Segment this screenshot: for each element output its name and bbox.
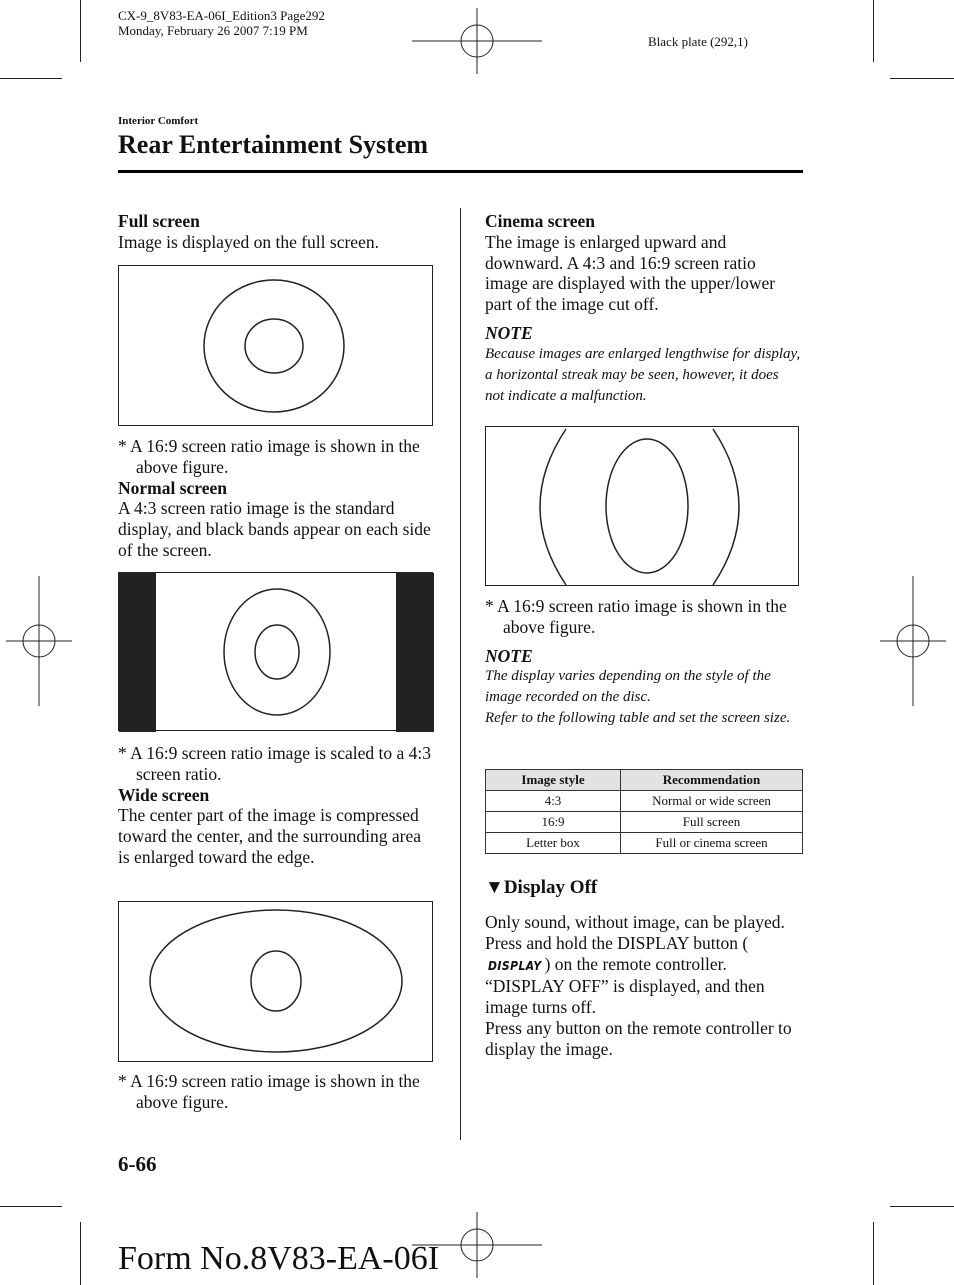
cinema-screen-heading: Cinema screen — [485, 211, 595, 231]
form-number: Form No.8V83-EA-06I — [118, 1240, 440, 1277]
display-off-p4: Press any button on the remote controller to display the image. — [485, 1017, 792, 1059]
note-text: Because images are enlarged lengthwise for display, a horizontal streak may be seen, however, it does not indicate a malfunction. — [485, 345, 801, 404]
recommendation-table — [485, 769, 803, 854]
table-header-cell: Recommendation — [621, 770, 803, 791]
registration-mark-top — [412, 8, 542, 74]
cinema-screen-figure — [485, 426, 799, 586]
normal-screen-footnote: * A 16:9 screen ratio image is scaled to a 4:3 screen ratio. — [118, 743, 431, 784]
table-row — [486, 791, 803, 812]
crop-mark — [873, 0, 874, 62]
registration-mark-left — [6, 576, 72, 706]
display-off-heading — [485, 877, 597, 899]
crop-mark — [80, 1222, 81, 1285]
wide-screen-footnote-block — [118, 1071, 436, 1113]
note2-line1: The display varies depending on the style of the image recorded on the disc. — [485, 668, 771, 706]
note2-line2: Refer to the following table and set the screen size. — [485, 710, 791, 727]
crop-mark — [890, 78, 954, 79]
normal-screen-section — [118, 436, 436, 561]
outer-ellipse — [224, 589, 330, 715]
inner-ellipse — [245, 319, 303, 373]
wide-screen-heading: Wide screen — [118, 784, 210, 805]
registration-mark-right — [880, 576, 946, 706]
title-rule — [118, 170, 803, 173]
display-off-p2a: Press and hold the DISPLAY button ( — [485, 932, 749, 953]
column-divider — [460, 208, 461, 1140]
table-cell: 16:9 — [486, 812, 621, 833]
file-info-line1: CX-9_8V83-EA-06I_Edition3 Page292 — [118, 8, 325, 23]
crop-mark — [890, 1206, 954, 1207]
table-cell: Full or cinema screen — [621, 833, 803, 854]
wide-screen-footnote: * A 16:9 screen ratio image is shown in the above figure. — [118, 1071, 420, 1112]
crop-mark — [873, 1222, 874, 1285]
left-black-band — [119, 573, 156, 732]
right-arc — [713, 429, 739, 585]
display-off-p2 — [485, 933, 801, 977]
full-screen-heading: Full screen — [118, 211, 200, 231]
outer-ellipse — [204, 280, 344, 412]
display-off-p2b: ) on the remote controller. — [544, 953, 727, 974]
wide-screen-section — [118, 743, 436, 868]
display-off-p3: “DISPLAY OFF” is displayed, and then image turns off. — [485, 976, 765, 1018]
cinema-screen-section — [485, 211, 801, 407]
wide-screen-figure — [118, 901, 433, 1062]
wide-screen-text: The center part of the image is compressed toward the center, and the surrounding area is enlarged toward the edge. — [118, 805, 421, 867]
normal-screen-text: A 4:3 screen ratio image is the standard display, and black bands appear on each side of the screen. — [118, 498, 431, 560]
full-screen-footnote: * A 16:9 screen ratio image is shown in the above figure. — [118, 436, 420, 477]
table-header-row — [486, 770, 803, 791]
normal-screen-figure — [118, 572, 433, 731]
display-off-p1: Only sound, without image, can be played. — [485, 912, 785, 932]
full-screen-section — [118, 211, 448, 253]
table-cell: 4:3 — [486, 791, 621, 812]
note2-label: NOTE — [485, 645, 533, 666]
table-cell: Normal or wide screen — [621, 791, 803, 812]
section-label: Interior Comfort — [118, 115, 199, 127]
outer-ellipse — [150, 910, 402, 1052]
inner-ellipse — [251, 951, 301, 1011]
page-title: Rear Entertainment System — [118, 130, 429, 159]
inner-ellipse — [255, 625, 299, 679]
page-number: 6-66 — [118, 1152, 157, 1176]
cinema-screen-footnote: * A 16:9 screen ratio image is shown in the above figure. — [485, 596, 787, 637]
file-info — [118, 8, 325, 38]
crop-mark — [80, 0, 81, 62]
plate-label: Black plate (292,1) — [648, 34, 748, 49]
triangle-down-icon: ▼ — [485, 877, 504, 898]
display-off-section — [485, 912, 801, 1060]
table-cell: Full screen — [621, 812, 803, 833]
file-info-line2: Monday, February 26 2007 7:19 PM — [118, 23, 308, 38]
normal-screen-heading: Normal screen — [118, 477, 228, 498]
left-arc — [540, 429, 566, 585]
cinema-screen-text: The image is enlarged upward and downward. A 4:3 and 16:9 screen ratio image are displayed with the upper/lower part of the image cut off. — [485, 231, 776, 315]
cinema-footnote-block — [485, 596, 801, 729]
table-row — [486, 833, 803, 854]
table-cell: Letter box — [486, 833, 621, 854]
full-screen-text: Image is displayed on the full screen. — [118, 231, 379, 252]
table-header-cell: Image style — [486, 770, 621, 791]
display-button-icon: DISPLAY — [487, 958, 542, 973]
full-screen-figure — [118, 265, 433, 426]
display-off-heading-text: Display Off — [503, 877, 598, 898]
note-label: NOTE — [485, 322, 533, 343]
right-black-band — [396, 573, 434, 732]
crop-mark — [0, 1206, 62, 1207]
crop-mark — [0, 78, 62, 79]
inner-ellipse — [606, 439, 688, 573]
table-row — [486, 812, 803, 833]
